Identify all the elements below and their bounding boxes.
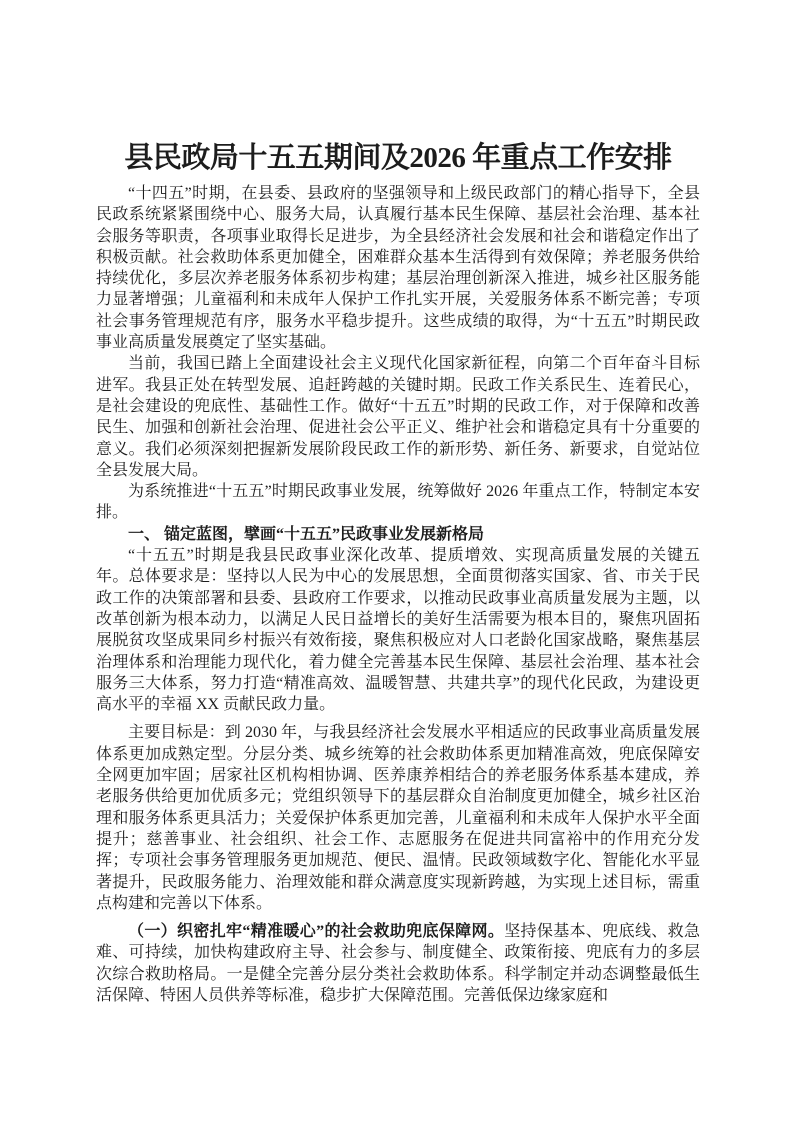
paragraph-social-assistance-lead: （一）织密扎牢“精准暖心”的社会救助兜底保障网。 <box>128 923 505 941</box>
paragraph-review-145: “十四五”时期，在县委、县政府的坚强领导和上级民政部门的精心指导下，全县民政系统紧紧围绕中心、服务大局，认真履行基本民生保障、基层社会治理、基本社会服务等职责，各项事业取得长足进步，为全县经济社会发展和社会和谐稳定作出了积极贡献。社会救助体系更加健全，困难群众基本生活得到有效保障；养老服务供给持续优化，多层次养老服务体系初步构建；基层治理创新深入推进，城乡社区服务能力显著增强；儿童福利和未成年人保护工作扎实开展，关爱服务体系不断完善；专项社会事务管理规范有序，服务水平稳步提升。这些成绩的取得，为“十五五”时期民政事业高质量发展奠定了坚实基础。 <box>96 185 700 352</box>
paragraph-social-assistance <box>96 921 700 1006</box>
paragraph-main-goals: 主要目标是：到 2030 年，与我县经济社会发展水平相适应的民政事业高质量发展体系更加成熟定型。分层分类、城乡统筹的社会救助体系更加精准高效，兜底保障安全网更加牢固；居家社区机构相协调、医养康养相结合的养老服务体系基本建成，养老服务供给更加优质多元；党组织领导下的基层群众自治制度更加健全，城乡社区治理和服务体系更具活力；关爱保护体系更加完善，儿童福利和未成年人保护水平全面提升；慈善事业、社会组织、社会工作、志愿服务在促进共同富裕中的作用充分发挥；专项社会事务管理服务更加规范、便民、温情。民政领域数字化、智能化水平显著提升，民政服务能力、治理效能和群众满意度实现新跨越，为实现上述目标，需重点构建和完善以下体系。 <box>96 724 700 912</box>
paragraph-overall-requirements: “十五五”时期是我县民政事业深化改革、提质增效、实现高质量发展的关键五年。总体要求是：坚持以人民为中心的发展思想，全面贯彻落实国家、省、市关于民政工作的决策部署和县委、县政府工作要求，以推动民政事业高质量发展为主题，以改革创新为根本动力，以满足人民日益增长的美好生活需要为根本目的，聚焦巩固拓展脱贫攻坚成果同乡村振兴有效衔接，聚焦积极应对人口老龄化国家战略，聚焦基层治理体系和治理能力现代化，着力健全完善基本民生保障、基层社会治理、基本社会服务三大体系，努力打造“精准高效、温暖智慧、共建共享”的现代化民政，为建设更高水平的幸福 XX 贡献民政力量。 <box>96 547 700 714</box>
document-title: 县民政局十五五期间及2026 年重点工作安排 <box>124 142 672 174</box>
paragraph-social-assistance-body: 坚持保基本、兜底线、救急难、可持续，加快构建政府主导、社会参与、制度健全、政策衔接、兜底有力的多层次综合救助格局。一是健全完善分层分类社会救助体系。科学制定并动态调整最低生活保障、特困人员供养等标准，稳步扩大保障范围。完善低保边缘家庭和 <box>96 923 700 1004</box>
section-heading-one: 一、 锚定蓝图，擘画“十五五”民政事业发展新格局 <box>128 525 485 543</box>
paragraph-purpose: 为系统推进“十五五”时期民政事业发展，统筹做好 2026 年重点工作，特制定本安排。 <box>96 483 700 522</box>
paragraph-current-situation: 当前，我国已踏上全面建设社会主义现代化国家新征程，向第二个百年奋斗目标进军。我县正处在转型发展、追赶跨越的关键时期。民政工作关系民生、连着民心，是社会建设的兜底性、基础性工作。做好“十五五”时期的民政工作，对于保障和改善民生、加强和创新社会治理、促进社会公平正义、维护社会和谐稳定具有十分重要的意义。我们必须深刻把握新发展阶段民政工作的新形势、新任务、新要求，自觉站位全县发展大局。 <box>96 355 700 479</box>
